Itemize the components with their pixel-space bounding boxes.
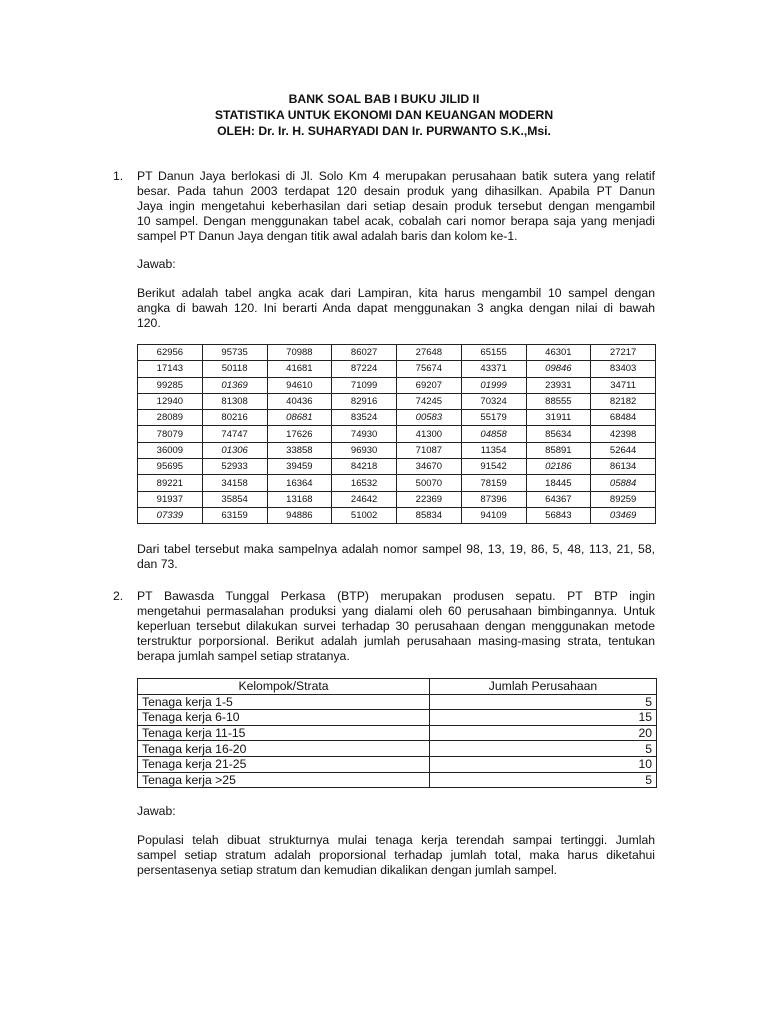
table-row [138,442,656,458]
text-line: besar. Pada tahun 2003 terdapat 120 desain produk yang dihasilkan. Apabila PT Danun [137,184,655,198]
table-cell: 31911 [526,410,591,426]
table-cell: 17626 [267,426,332,442]
table-cell: 41300 [397,426,462,442]
table-row [138,426,656,442]
text-line: berapa jumlah sampel setiap stratanya. [137,649,350,663]
table-cell: 85634 [526,426,591,442]
title-line-3: OLEH: Dr. Ir. H. SUHARYADI DAN Ir. PURWANTO S.K.,Msi. [217,124,551,138]
table-cell: 89221 [138,475,203,491]
table-cell: 74930 [332,426,397,442]
answer-1-text [137,286,655,331]
table-cell: 85834 [397,507,462,523]
jumlah-cell: 5 [430,741,657,757]
table-cell: 75674 [397,361,462,377]
table-cell: 17143 [138,361,203,377]
table-cell: 86027 [332,345,397,361]
jumlah-cell: 5 [430,772,657,788]
table-header-row [138,679,657,695]
table-cell: 52644 [591,442,656,458]
table-cell: 27648 [397,345,462,361]
text-line: sampel setiap stratum adalah proporsional terhadap jumlah total, maka harus diketahui [137,848,655,862]
text-line: mengetahui permasalahan produksi yang dialami oleh 60 perusahaan bimbingannya. Untuk [137,604,655,618]
table-cell: 52933 [202,459,267,475]
table-row [138,491,656,507]
strata-cell: Tenaga kerja 11-15 [138,725,430,741]
table-cell: 71087 [397,442,462,458]
text-line: 10 sampel. Dengan menggunakan tabel acak, cobalah cari nomor berapa saja yang menjadi [137,214,655,228]
table-cell: 34158 [202,475,267,491]
table-cell: 84218 [332,459,397,475]
text-line: 120. [137,316,161,330]
table-row [138,725,657,741]
question-1-number: 1. [113,169,124,183]
table-cell: 01306 [202,442,267,458]
random-number-table [137,344,656,524]
table-cell: 55179 [461,410,526,426]
table-cell: 08681 [267,410,332,426]
table-cell: 83524 [332,410,397,426]
table-cell: 64367 [526,491,591,507]
table-row [138,393,656,409]
text-line: angka di bawah 120. Ini berarti Anda dapat menggunakan 3 angka dengan nilai di bawah [137,301,655,315]
table-cell: 35854 [202,491,267,507]
table-cell: 50118 [202,361,267,377]
table-cell: 78079 [138,426,203,442]
table-cell: 40436 [267,393,332,409]
table-cell: 99285 [138,377,203,393]
table-row [138,772,657,788]
table-cell: 09846 [526,361,591,377]
strata-cell: Tenaga kerja 21-25 [138,756,430,772]
table-cell: 78159 [461,475,526,491]
table-row [138,459,656,475]
text-line: Jaya ingin mengetahui keberhasilan dari setiap desain produk tersebut dengan mengambil [137,199,655,213]
table-cell: 81308 [202,393,267,409]
conclusion-1-text [137,542,655,572]
header-jumlah: Jumlah Perusahaan [430,679,657,695]
table-cell: 94610 [267,377,332,393]
table-cell: 83403 [591,361,656,377]
table-cell: 74747 [202,426,267,442]
title-line-1: BANK SOAL BAB I BUKU JILID II [288,92,480,106]
title-line-2: STATISTIKA UNTUK EKONOMI DAN KEUANGAN MODERN [214,108,554,122]
question-2-number: 2. [113,589,124,603]
table-cell: 00583 [397,410,462,426]
table-cell: 46301 [526,345,591,361]
table-cell: 70324 [461,393,526,409]
text-line: terstruktur porporsional. Berikut adalah jumlah perusahaan masing-masing strata, tentukan [137,634,655,648]
table-cell: 05884 [591,475,656,491]
table-cell: 71099 [332,377,397,393]
jumlah-cell: 5 [430,694,657,710]
table-cell: 22369 [397,491,462,507]
strata-cell: Tenaga kerja 6-10 [138,710,430,726]
table-cell: 34670 [397,459,462,475]
table-cell: 33858 [267,442,332,458]
table-cell: 11354 [461,442,526,458]
table-cell: 82182 [591,393,656,409]
jumlah-cell: 10 [430,756,657,772]
table-cell: 27217 [591,345,656,361]
table-cell: 95735 [202,345,267,361]
table-cell: 65155 [461,345,526,361]
table-cell: 16364 [267,475,332,491]
text-line: dan 73. [137,557,178,571]
table-cell: 94109 [461,507,526,523]
text-line: sampel PT Danun Jaya dengan titik awal adalah baris dan kolom ke-1. [137,229,518,243]
table-cell: 13168 [267,491,332,507]
jumlah-cell: 20 [430,725,657,741]
table-cell: 28089 [138,410,203,426]
strata-cell: Tenaga kerja >25 [138,772,430,788]
text-line: PT Bawasda Tunggal Perkasa (BTP) merupakan produsen sepatu. PT BTP ingin [137,589,655,603]
jumlah-cell: 15 [430,710,657,726]
table-cell: 50070 [397,475,462,491]
table-cell: 41681 [267,361,332,377]
table-cell: 70988 [267,345,332,361]
table-cell: 12940 [138,393,203,409]
text-line: persentasenya setiap stratum dan kemudian dikalikan dengan jumlah sampel. [137,863,558,877]
table-cell: 69207 [397,377,462,393]
table-cell: 82916 [332,393,397,409]
table-cell: 01999 [461,377,526,393]
table-cell: 62956 [138,345,203,361]
text-line: PT Danun Jaya berlokasi di Jl. Solo Km 4 merupakan perusahaan batik sutera yang relatif [137,169,655,183]
table-cell: 63159 [202,507,267,523]
table-cell: 23931 [526,377,591,393]
table-cell: 68484 [591,410,656,426]
text-line: Populasi telah dibuat strukturnya mulai tenaga kerja terendah sampai tertinggi. Jumlah [137,833,655,847]
table-cell: 95695 [138,459,203,475]
table-cell: 89259 [591,491,656,507]
table-row [138,345,656,361]
text-line: Dari tabel tersebut maka sampelnya adalah nomor sampel 98, 13, 19, 86, 5, 48, 113, 21, 58, [137,542,655,556]
table-cell: 03469 [591,507,656,523]
table-cell: 87224 [332,361,397,377]
table-row [138,694,657,710]
table-cell: 34711 [591,377,656,393]
jawab-label-1: Jawab: [137,257,176,271]
table-cell: 91937 [138,491,203,507]
table-cell: 42398 [591,426,656,442]
table-cell: 85891 [526,442,591,458]
answer-2-text [137,833,655,878]
table-row [138,756,657,772]
strata-cell: Tenaga kerja 16-20 [138,741,430,757]
strata-table [137,678,657,788]
table-cell: 01369 [202,377,267,393]
text-line: keperluan tersebut dilakukan survei terhadap 30 perusahaan dengan menggunakan metode [137,619,655,633]
jawab-label-2: Jawab: [137,804,176,818]
table-cell: 80216 [202,410,267,426]
table-cell: 91542 [461,459,526,475]
table-row [138,507,656,523]
table-cell: 43371 [461,361,526,377]
text-line: Berikut adalah tabel angka acak dari Lampiran, kita harus mengambil 10 sampel dengan [137,286,655,300]
table-cell: 96930 [332,442,397,458]
table-row [138,710,657,726]
table-cell: 86134 [591,459,656,475]
header-strata: Kelompok/Strata [138,679,430,695]
table-cell: 56843 [526,507,591,523]
table-cell: 88555 [526,393,591,409]
table-cell: 87396 [461,491,526,507]
question-1-text [137,169,655,244]
table-cell: 51002 [332,507,397,523]
table-cell: 16532 [332,475,397,491]
table-cell: 07339 [138,507,203,523]
table-cell: 36009 [138,442,203,458]
table-cell: 02186 [526,459,591,475]
strata-cell: Tenaga kerja 1-5 [138,694,430,710]
table-cell: 24642 [332,491,397,507]
table-row [138,377,656,393]
table-cell: 04858 [461,426,526,442]
table-row [138,741,657,757]
question-2-text [137,589,655,664]
table-cell: 94886 [267,507,332,523]
table-cell: 39459 [267,459,332,475]
table-row [138,475,656,491]
table-row [138,410,656,426]
table-row [138,361,656,377]
table-cell: 18445 [526,475,591,491]
table-cell: 74245 [397,393,462,409]
